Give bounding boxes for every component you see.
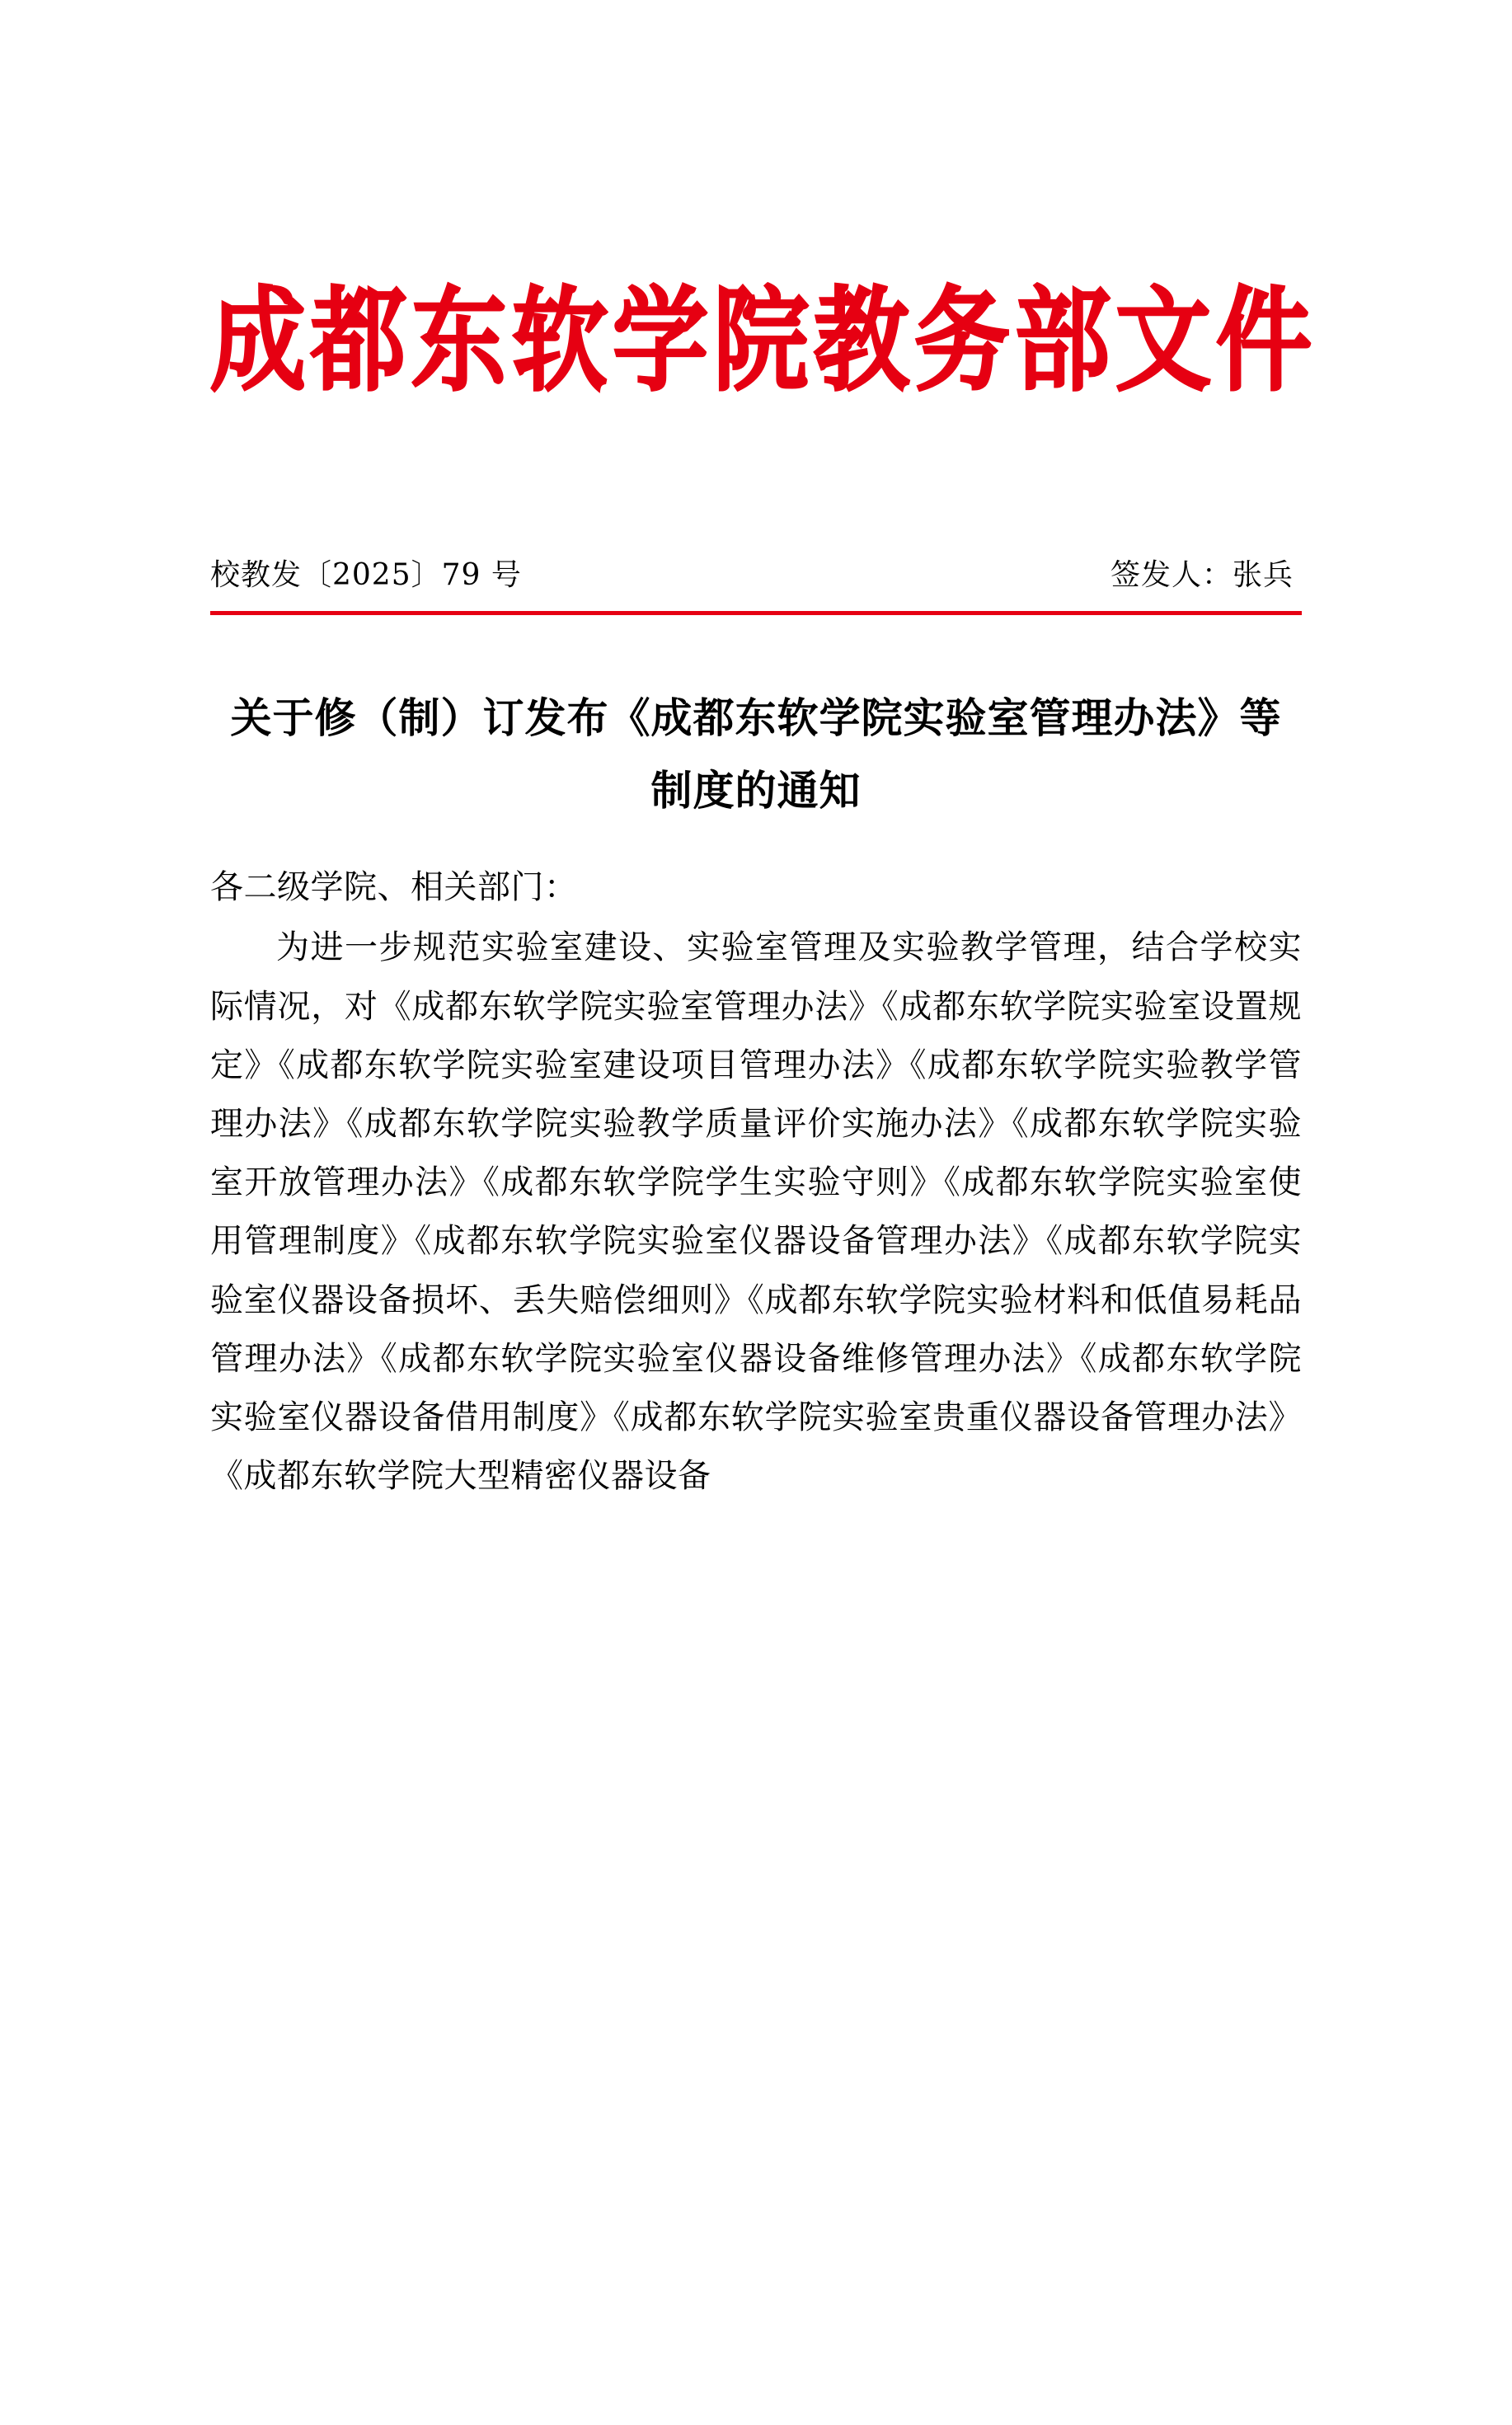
document-header-row — [210, 557, 1302, 593]
salutation: 各二级学院、相关部门： — [210, 868, 578, 907]
document-title: 关于修（制）订发布《成都东软学院实验室管理办法》等制度的通知 — [230, 694, 1282, 815]
masthead-title: 成都东软学院教务部文件 — [210, 275, 1317, 407]
document-body — [210, 858, 1302, 1506]
signer-label: 签发人：张兵 — [1110, 558, 1294, 592]
document-page — [0, 275, 1512, 2425]
body-paragraph-1: 为进一步规范实验室建设、实验室管理及实验教学管理，结合学校实际情况，对《成都东软学院实验室管理办法》《成都东软学院实验室设置规定》《成都东软学院实验室建设项目管理办法》《成都东软学院实验教学管理办法》《成都东软学院实验教学质量评价实施办法》《成都东软学院实验室开放管理办法》《成都东软学院学生实验守则》《成都东软学院实验室使用管理制度》《成都东软学院实验室仪器设备管理办法》《成都东软学院实验室仪器设备损坏、丢失赔偿细则》《成都东软学院实验材料和低值易耗品管理办法》《成都东软学院实验室仪器设备维修管理办法》《成都东软学院实验室仪器设备借用制度》《成都东软学院实验室贵重仪器设备管理办法》《成都东软学院大型精密仪器设备 — [210, 928, 1302, 1496]
masthead — [210, 275, 1317, 407]
document-number: 校教发〔2025〕79 号 — [210, 558, 522, 592]
red-divider-rule — [210, 611, 1302, 615]
